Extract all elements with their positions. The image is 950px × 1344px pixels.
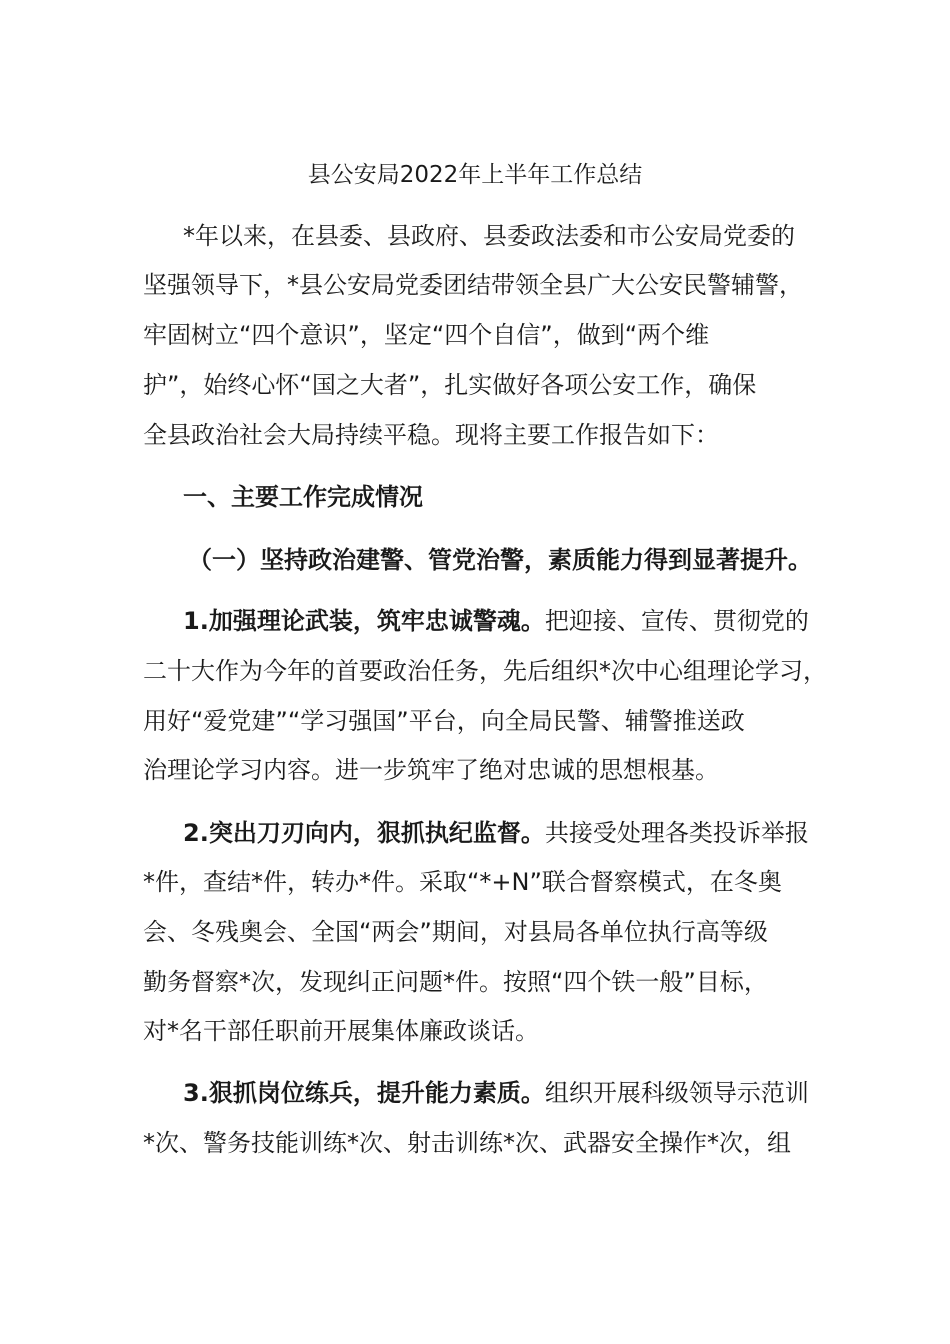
item1-first-line (183, 603, 809, 639)
item3-line-2: *次、警务技能训练*次、射击训练*次、武器安全操作*次，组 (143, 1129, 791, 1157)
item1-line-3: 用好“爱党建”“学习强国”平台，向全局民警、辅警推送政 (143, 707, 745, 735)
subsection-heading: （一）坚持政治建警、管党治警，素质能力得到显著提升。 (188, 546, 812, 574)
item3-first-text: 组织开展科级领导示范训 (544, 1079, 809, 1107)
item1-line-4: 治理论学习内容。进一步筑牢了绝对忠诚的思想根基。 (143, 756, 719, 784)
item1-line-2: 二十大作为今年的首要政治任务，先后组织*次中心组理论学习， (143, 657, 827, 685)
intro-line-2: 坚强领导下，*县公安局党委团结带领全县广大公安民警辅警， (143, 271, 803, 299)
item2-heading: 2.突出刀刃向内，狠抓执纪监督。 (183, 819, 545, 847)
intro-line-5: 全县政治社会大局持续平稳。现将主要工作报告如下： (143, 421, 719, 449)
intro-line-4: 护”，始终心怀“国之大者”，扎实做好各项公安工作，确保 (143, 371, 757, 399)
intro-line-3: 牢固树立“四个意识”，坚定“四个自信”，做到“两个维 (143, 321, 710, 349)
item2-line-5: 对*名干部任职前开展集体廉政谈话。 (143, 1017, 539, 1045)
item2-first-line (183, 815, 809, 851)
item2-line-2: *件，查结*件，转办*件。采取“*+N”联合督察模式，在冬奥 (143, 868, 782, 896)
item2-first-text: 共接受处理各类投诉举报 (544, 819, 809, 847)
item1-first-text: 把迎接、宣传、贯彻党的 (544, 607, 809, 635)
item3-first-line (183, 1075, 809, 1111)
item2-line-3: 会、冬残奥会、全国“两会”期间，对县局各单位执行高等级 (143, 918, 768, 946)
document-title: 县公安局2022年上半年工作总结 (307, 162, 643, 188)
section-heading: 一、主要工作完成情况 (183, 483, 423, 511)
intro-line-1: *年以来，在县委、县政府、县委政法委和市公安局党委的 (183, 222, 795, 250)
item1-heading: 1.加强理论武装，筑牢忠诚警魂。 (183, 607, 545, 635)
item3-heading: 3.狠抓岗位练兵，提升能力素质。 (183, 1079, 545, 1107)
item2-line-4: 勤务督察*次，发现纠正问题*件。按照“四个铁一般”目标， (143, 968, 768, 996)
